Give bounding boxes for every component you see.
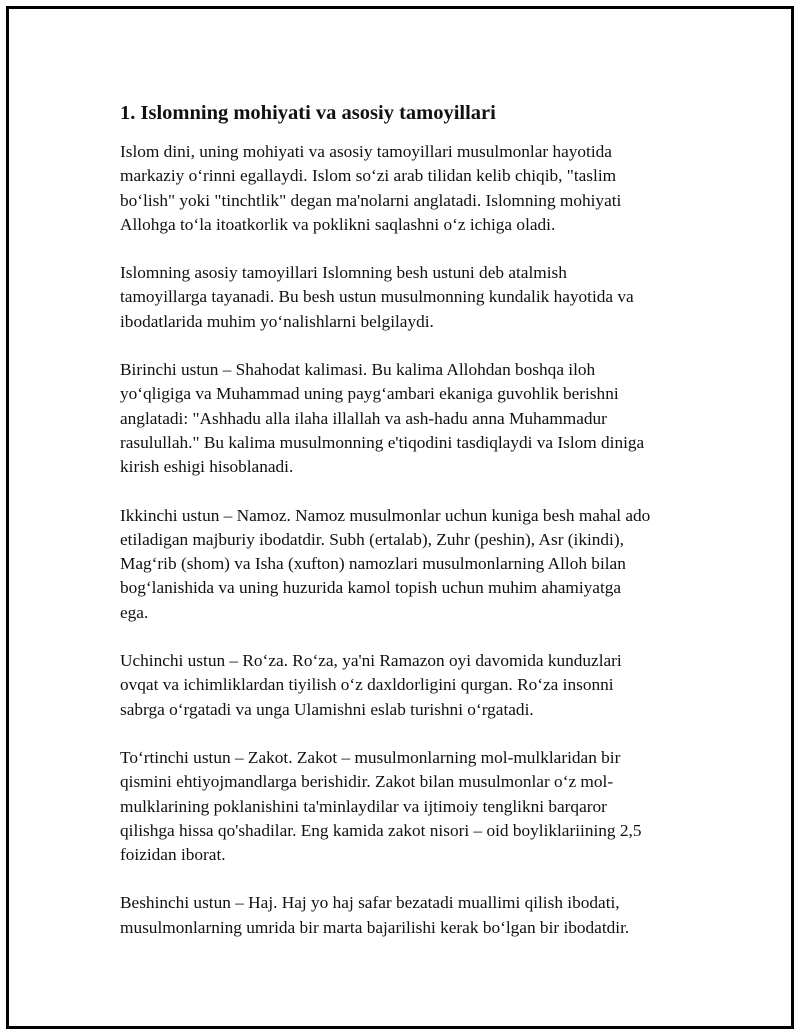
paragraph-line: Uchinchi ustun – Roʻza. Roʻza, ya'ni Ramazon oyi davomida kunduzlari xyxy=(120,651,622,671)
paragraph-list xyxy=(120,140,700,940)
paragraph xyxy=(120,649,700,722)
page-frame xyxy=(6,6,794,1029)
paragraph-line: ovqat va ichimliklardan tiyilish oʻz daxldorligini qurgan. Roʻza insonni xyxy=(120,675,614,695)
paragraph-line: bogʻlanishida va uning huzurida kamol topish uchun muhim ahamiyatga xyxy=(120,578,622,598)
paragraph-line: rasulullah." Bu kalima musulmonning e'tiqodini tasdiqlaydi va Islom diniga xyxy=(120,432,645,452)
paragraph-line: tamoyillarga tayanadi. Bu besh ustun musulmonning kundalik hayotida va xyxy=(120,287,634,307)
paragraph-line: Beshinchi ustun – Haj. Haj yo haj safar bezatadi muallimi qilish ibodati, xyxy=(120,893,620,913)
paragraph-line: qilishga hissa qo'shadilar. Eng kamida zakot nisori – oid boyliklariining 2,5 xyxy=(120,820,642,840)
paragraph-line: kirish eshigi hisoblanadi. xyxy=(120,457,294,477)
paragraph xyxy=(120,504,700,625)
paragraph-line: Allohga toʻla itoatkorlik va poklikni saqlashni oʻz ichiga oladi. xyxy=(120,214,556,234)
paragraph-line: Birinchi ustun – Shahodat kalimasi. Bu kalima Allohdan boshqa iloh xyxy=(120,360,596,380)
paragraph-line: foizidan iborat. xyxy=(120,845,226,865)
paragraph xyxy=(120,746,700,867)
paragraph-line: ega. xyxy=(120,602,149,622)
paragraph xyxy=(120,891,700,940)
paragraph-line: ibodatlarida muhim yoʻnalishlarni belgilaydi. xyxy=(120,311,434,331)
paragraph-line: boʻlish" yoki "tinchtlik" degan ma'nolarni anglatadi. Islomning mohiyati xyxy=(120,190,622,210)
paragraph xyxy=(120,358,700,479)
paragraph-line: musulmonlarning umrida bir marta bajarilishi kerak boʻlgan bir ibodatdir. xyxy=(120,917,630,937)
paragraph-line: Islomning asosiy tamoyillari Islomning besh ustuni deb atalmish xyxy=(120,263,567,283)
paragraph-line: Islom dini, uning mohiyati va asosiy tamoyillari musulmonlar hayotida xyxy=(120,142,612,161)
section-title: 1. Islomning mohiyati va asosiy tamoyillari xyxy=(120,102,496,124)
paragraph-line: anglatadi: "Ashhadu alla ilaha illallah va ash-hadu anna Muhammadur xyxy=(120,408,607,428)
paragraph-line: Magʻrib (shom) va Isha (xufton) namozlari musulmonlarning Alloh bilan xyxy=(120,554,626,574)
paragraph xyxy=(120,140,700,237)
paragraph-line: qismini ehtiyojmandlarga berishidir. Zakot bilan musulmonlar oʻz mol- xyxy=(120,772,614,792)
paragraph-line: sabrga oʻrgatadi va unga Ulamishni eslab turishni oʻrgatadi. xyxy=(120,699,534,719)
paragraph-line: etiladigan majburiy ibodatdir. Subh (ertalab), Zuhr (peshin), Asr (ikindi), xyxy=(120,529,624,549)
paragraph-line: Toʻrtinchi ustun – Zakot. Zakot – musulmonlarning mol-mulklaridan bir xyxy=(120,747,621,767)
paragraph-line: mulklarining poklanishini ta'minlaydilar va ijtimoiy tenglikni barqaror xyxy=(120,796,607,816)
paragraph-line: yoʻqligiga va Muhammad uning paygʻambari ekaniga guvohlik berishni xyxy=(120,384,619,404)
paragraph xyxy=(120,261,700,334)
paragraph-line: Ikkinchi ustun – Namoz. Namoz musulmonlar uchun kuniga besh mahal ado xyxy=(120,505,651,525)
document-body xyxy=(120,97,700,964)
paragraph-line: markaziy oʻrinni egallaydi. Islom soʻzi arab tilidan kelib chiqib, "taslim xyxy=(120,166,617,186)
